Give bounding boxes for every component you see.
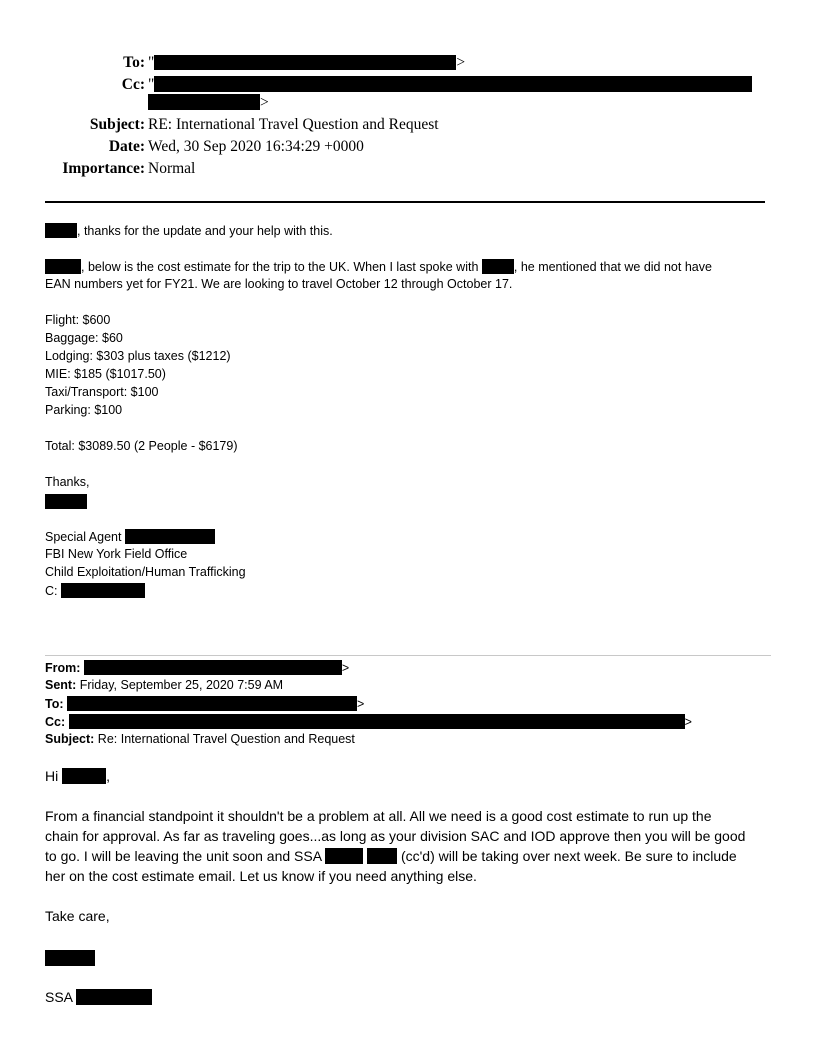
redacted-name — [367, 848, 397, 864]
header-cc-row-2 — [148, 94, 269, 112]
cost-line-parking: Parking: $100 — [45, 403, 123, 417]
redacted-name — [76, 989, 152, 1005]
quoted-signer-title: SSA — [45, 989, 152, 1005]
redacted-name — [45, 223, 77, 238]
redacted-name — [62, 768, 106, 784]
to-label: To: — [123, 54, 145, 71]
header-divider — [45, 201, 765, 203]
date-value: Wed, 30 Sep 2020 16:34:29 +0000 — [148, 138, 364, 155]
importance-label: Importance: — [62, 160, 145, 177]
cost-line-flight: Flight: $600 — [45, 313, 111, 327]
reply-signer-name — [45, 494, 87, 509]
cost-line-baggage: Baggage: $60 — [45, 331, 123, 345]
quoted-body-line-4: her on the cost estimate email. Let us know if you need anything else. — [45, 868, 477, 884]
subject-value: RE: International Travel Question and Request — [148, 116, 439, 133]
redacted-name — [482, 259, 514, 274]
quoted-to-row: To: > — [45, 697, 365, 711]
cost-line-mie: MIE: $185 ($1017.50) — [45, 367, 166, 381]
cc-label: Cc: — [121, 76, 145, 93]
redacted-name — [125, 529, 215, 544]
cost-line-lodging: Lodging: $303 plus taxes ($1212) — [45, 349, 231, 363]
subject-label: Subject: — [89, 116, 145, 133]
quoted-cc-row: Cc: > — [45, 715, 692, 729]
redacted-cc-address — [154, 76, 752, 92]
quoted-from-row: From: > — [45, 661, 350, 675]
signature-cell: C: — [45, 583, 145, 598]
redacted-name — [45, 494, 87, 509]
cost-total: Total: $3089.50 (2 People - $6179) — [45, 439, 238, 453]
redacted-name — [45, 950, 95, 966]
signature-unit: Child Exploitation/Human Trafficking — [45, 565, 246, 579]
quoted-body-line-2: chain for approval. As far as traveling goes...as long as your division SAC and IOD approve then you will be good — [45, 828, 746, 844]
redacted-phone — [61, 583, 145, 598]
redacted-cc-address-2 — [148, 94, 260, 110]
quoted-body-line-1: From a financial standpoint it shouldn't be a problem at all. All we need is a good cost estimate to run up the — [45, 808, 712, 824]
redacted-cc-address — [69, 714, 685, 729]
to-angle: > — [456, 54, 466, 71]
signature-title: Special Agent — [45, 529, 215, 544]
quoted-divider — [45, 655, 771, 656]
date-label: Date: — [108, 138, 145, 155]
to-quote: " — [148, 54, 155, 71]
cc-angle: > — [260, 94, 269, 111]
redacted-name — [45, 259, 81, 274]
reply-thanks: Thanks, — [45, 475, 90, 489]
quoted-signer-name — [45, 950, 95, 966]
reply-para-2b: EAN numbers yet for FY21. We are looking to travel October 12 through October 17. — [45, 277, 513, 291]
quoted-greeting: Hi , — [45, 768, 111, 784]
signature-office: FBI New York Field Office — [45, 547, 188, 561]
quoted-subject-row: Subject: Re: International Travel Question and Request — [45, 732, 355, 746]
redacted-to-address — [154, 55, 456, 70]
redacted-from-address — [84, 660, 342, 675]
reply-para-2: , below is the cost estimate for the trip to the UK. When I last spoke with , he mentioned that we did not have — [45, 259, 712, 274]
importance-value: Normal — [148, 160, 196, 177]
cc-quote: " — [148, 76, 155, 93]
cost-line-taxi: Taxi/Transport: $100 — [45, 385, 159, 399]
quoted-closing: Take care, — [45, 908, 110, 924]
redacted-to-address — [67, 696, 357, 711]
redacted-name — [325, 848, 363, 864]
quoted-body-line-3: to go. I will be leaving the unit soon and SSA (cc'd) will be taking over next week. Be sure to include — [45, 848, 737, 864]
quoted-sent-row: Sent: Friday, September 25, 2020 7:59 AM — [45, 678, 284, 692]
reply-line-1: , thanks for the update and your help with this. — [45, 223, 333, 238]
